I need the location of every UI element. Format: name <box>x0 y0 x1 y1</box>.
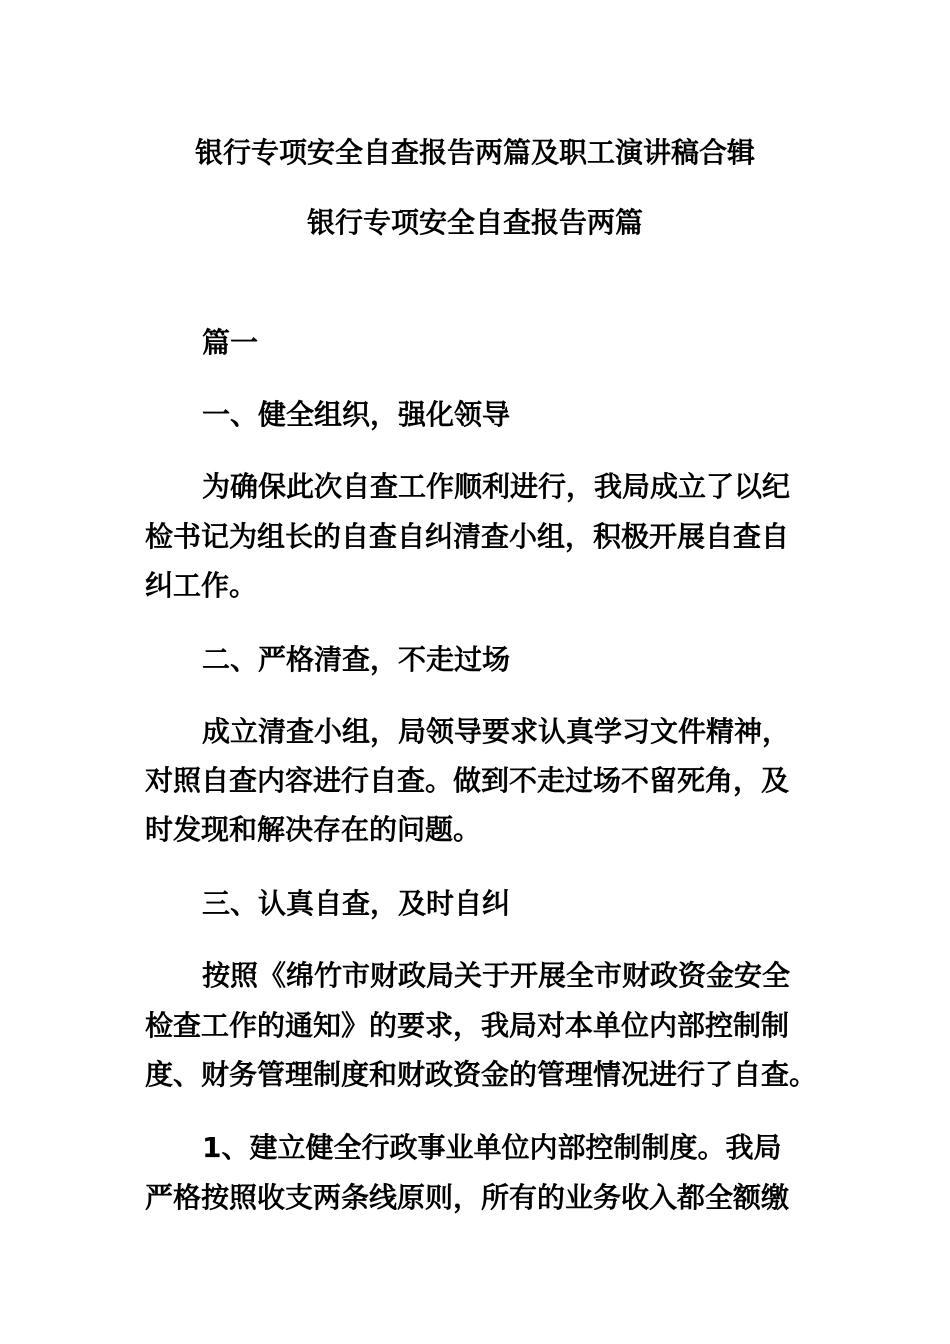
document-title: 银行专项安全自查报告两篇及职工演讲稿合辑 <box>194 136 755 169</box>
section-heading: 二、严格清查，不走过场 <box>202 643 511 676</box>
section-heading: 一、健全组织，强化领导 <box>202 398 511 431</box>
paragraph-line: 纠工作。 <box>145 569 258 602</box>
paragraph-line: 严格按照收支两条线原则，所有的业务收入都全额缴 <box>145 1181 790 1214</box>
paragraph-line: 度、财务管理制度和财政资金的管理情况进行了自查。 <box>145 1058 818 1091</box>
paragraph-line: 1、建立健全行政事业单位内部控制制度。我局 <box>202 1131 782 1164</box>
paragraph-line: 对照自查内容进行自查。做到不走过场不留死角，及 <box>145 764 790 797</box>
paragraph-line: 时发现和解决存在的问题。 <box>145 813 482 846</box>
paragraph-line: 检查工作的通知》的要求，我局对本单位内部控制制 <box>145 1009 790 1042</box>
paragraph-line: 为确保此次自查工作顺利进行，我局成立了以纪 <box>202 470 791 503</box>
document-subtitle: 银行专项安全自查报告两篇 <box>306 206 643 239</box>
part-label: 篇一 <box>202 326 259 359</box>
paragraph-line: 检书记为组长的自查自纠清查小组，积极开展自查自 <box>145 520 790 553</box>
paragraph-line: 成立清查小组，局领导要求认真学习文件精神， <box>202 715 791 748</box>
paragraph-line: 按照《绵竹市财政局关于开展全市财政资金安全 <box>202 959 791 992</box>
section-heading: 三、认真自查，及时自纠 <box>202 887 511 920</box>
